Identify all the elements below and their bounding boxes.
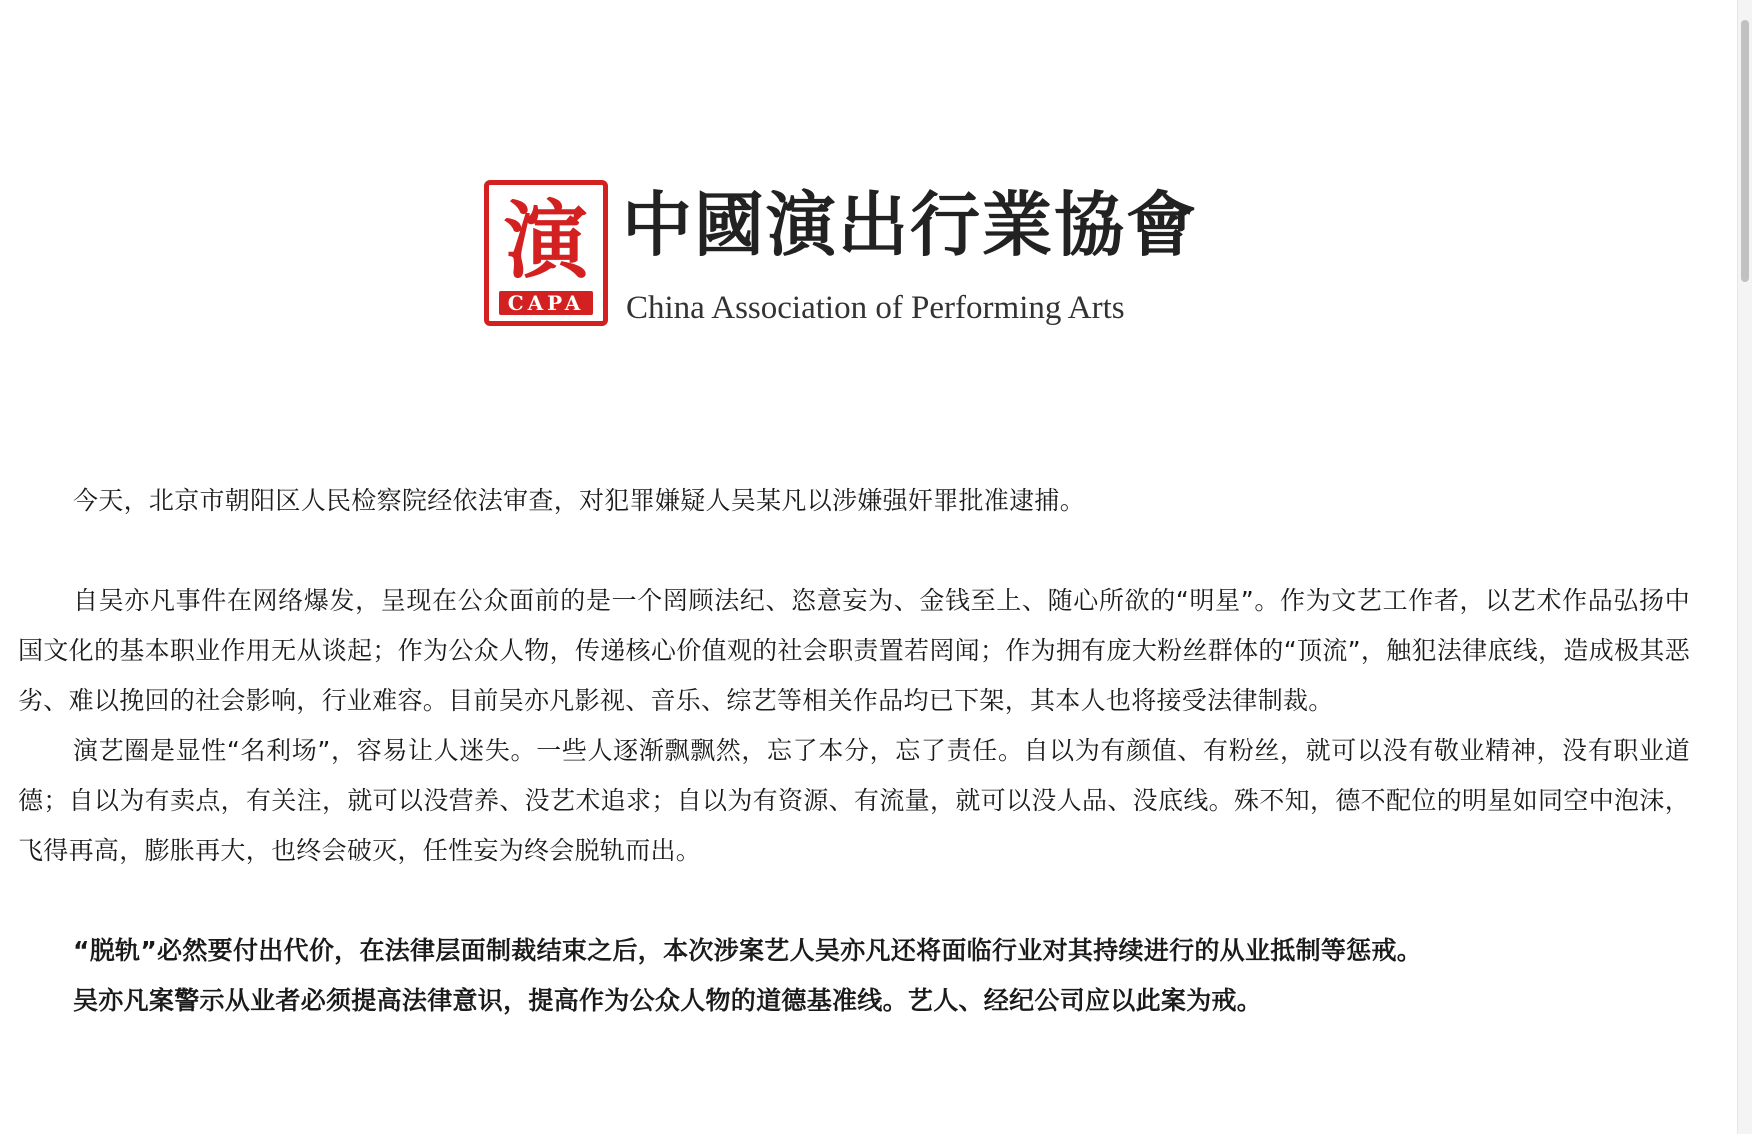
paragraph-2: 自吴亦凡事件在网络爆发，呈现在公众面前的是一个罔顾法纪、恣意妄为、金钱至上、随心所欲的“明星”。作为文艺工作者，以艺术作品弘扬中国文化的基本职业作用无从谈起；作为公众人物，传递核心价值观的社会职责置若罔闻；作为拥有庞大粉丝群体的“顶流”，触犯法律底线，造成极其恶劣、难以挽回的社会影响，行业难容。目前吴亦凡影视、音乐、综艺等相关作品均已下架，其本人也将接受法律制裁。	[18, 586, 1690, 715]
seal-tag: CAPA	[499, 291, 593, 315]
paragraph-1: 今天，北京市朝阳区人民检察院经依法审查，对犯罪嫌疑人吴某凡以涉嫌强奸罪批准逮捕。	[73, 486, 1086, 515]
scrollbar-thumb[interactable]	[1741, 20, 1749, 282]
seal-character: 演	[503, 191, 588, 290]
capa-logo	[480, 176, 1198, 336]
logo-name-chinese: 中國演出行業協會	[622, 183, 1198, 266]
paragraph-4: “脱轨”必然要付出代价，在法律层面制裁结束之后，本次涉案艺人吴亦凡还将面临行业对其持续进行的从业抵制等惩戒。	[73, 936, 1423, 965]
paragraph-5: 吴亦凡案警示从业者必须提高法律意识，提高作为公众人物的道德基准线。艺人、经纪公司应以此案为戒。	[73, 986, 1263, 1015]
seal-icon	[484, 180, 608, 326]
article-body	[18, 476, 1690, 1026]
paragraph-3: 演艺圈是显性“名利场”，容易让人迷失。一些人逐渐飘飘然，忘了本分，忘了责任。自以为有颜值、有粉丝，就可以没有敬业精神，没有职业道德；自以为有卖点，有关注，就可以没营养、没艺术追求；自以为有资源、有流量，就可以没人品、没底线。殊不知，德不配位的明星如同空中泡沫，飞得再高，膨胀再大，也终会破灭，任性妄为终会脱轨而出。	[18, 736, 1690, 865]
logo-name-english: China Association of Performing Arts	[626, 290, 1125, 326]
vertical-scrollbar[interactable]	[1737, 0, 1752, 1134]
